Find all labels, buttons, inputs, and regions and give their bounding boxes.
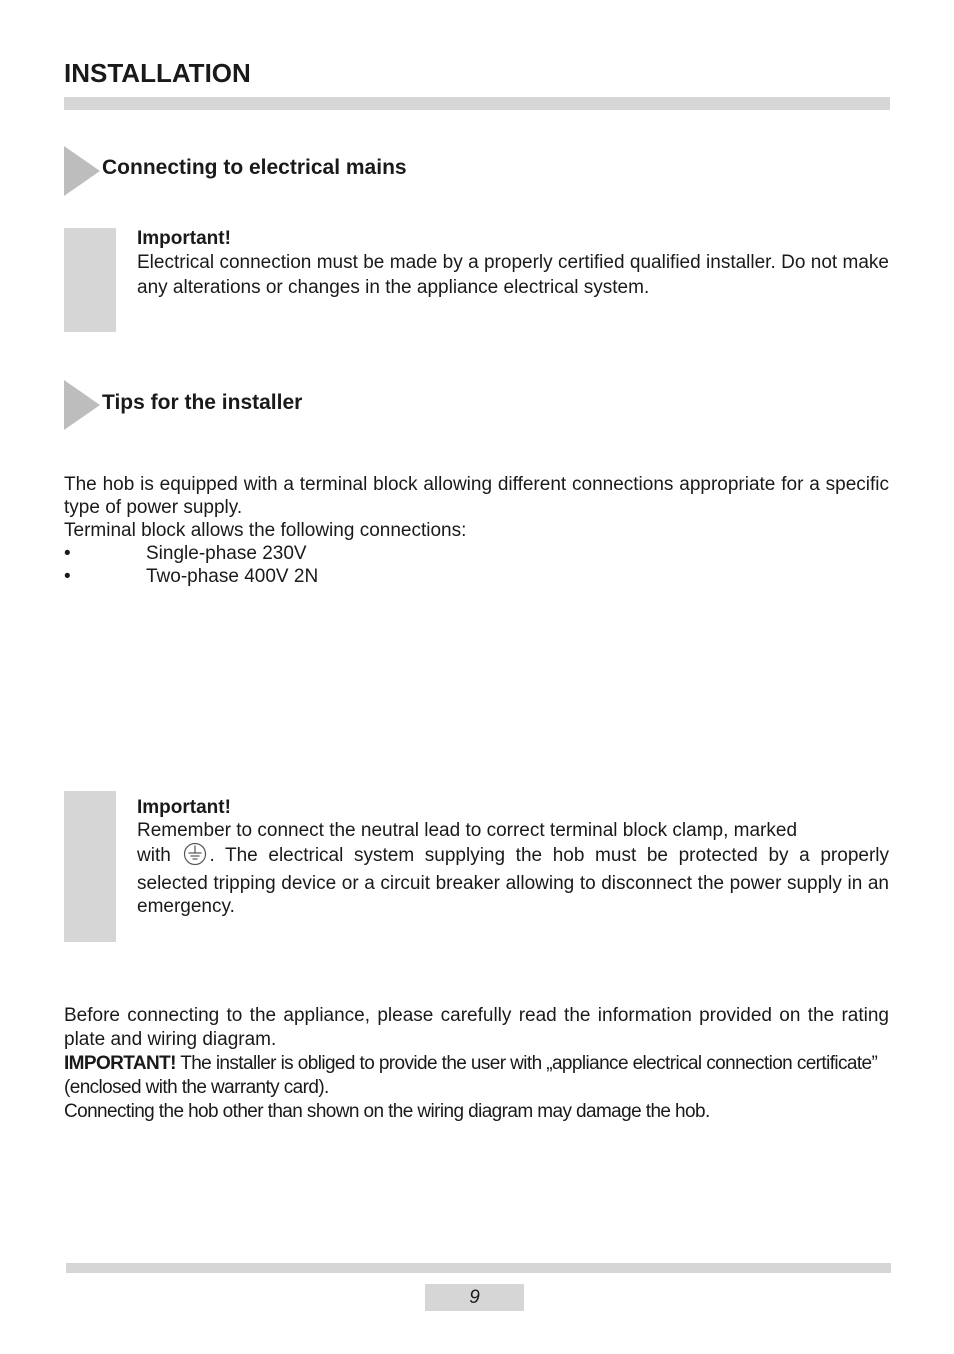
page-number: 9 — [425, 1284, 524, 1311]
important-note-2 — [137, 796, 889, 918]
bullet-text: Two-phase 400V 2N — [146, 566, 319, 587]
final-paragraph: Connecting the hob other than shown on the wiring diagram may damage the hob. — [64, 1101, 710, 1122]
earth-ground-icon — [183, 842, 207, 872]
important-label: IMPORTANT! — [64, 1053, 176, 1074]
footer-divider — [66, 1263, 891, 1273]
page-title: INSTALLATION — [64, 58, 251, 88]
note-text: Electrical connection must be made by a properly certified qualified installer. Do not make any alterations or changes in the appliance electrical system. — [137, 252, 889, 298]
note-heading: Important! — [137, 228, 231, 249]
tips-body — [64, 473, 889, 588]
section-title-electrical-mains: Connecting to electrical mains — [102, 156, 407, 179]
note-text: with — [137, 845, 171, 866]
final-paragraph: Before connecting to the appliance, please carefully read the information provided on the rating plate and wiring diagram. — [64, 1005, 889, 1050]
triangle-arrow-icon — [64, 146, 100, 196]
note-text: . The electrical system supplying the hob must be protected by a properly selected tripping device or a circuit breaker allowing to disconnect the power supply in an emergency. — [137, 845, 890, 917]
bullet: • — [64, 543, 71, 564]
header-divider — [64, 97, 890, 110]
list-item — [64, 565, 889, 588]
triangle-arrow-icon — [64, 380, 100, 430]
section-title-tips: Tips for the installer — [102, 391, 303, 414]
note-text: Remember to connect the neutral lead to correct terminal block clamp, marked — [137, 820, 798, 841]
bullet-text: Single-phase 230V — [146, 543, 307, 564]
important-note-1 — [137, 227, 889, 300]
note-heading: Important! — [137, 797, 231, 818]
bullet: • — [64, 566, 71, 587]
final-important — [64, 1052, 889, 1100]
important-text: The installer is obliged to provide the user with „appliance electrical connection certificate” (enclosed with the warranty card). — [64, 1053, 878, 1098]
list-item — [64, 542, 889, 565]
tips-paragraph: Terminal block allows the following connections: — [64, 520, 467, 541]
note-bar — [64, 791, 116, 942]
final-body — [64, 1004, 889, 1124]
tips-paragraph: The hob is equipped with a terminal block allowing different connections appropriate for a specific type of power supply. — [64, 474, 889, 518]
note-bar — [64, 228, 116, 332]
note-text-continued — [137, 842, 889, 918]
